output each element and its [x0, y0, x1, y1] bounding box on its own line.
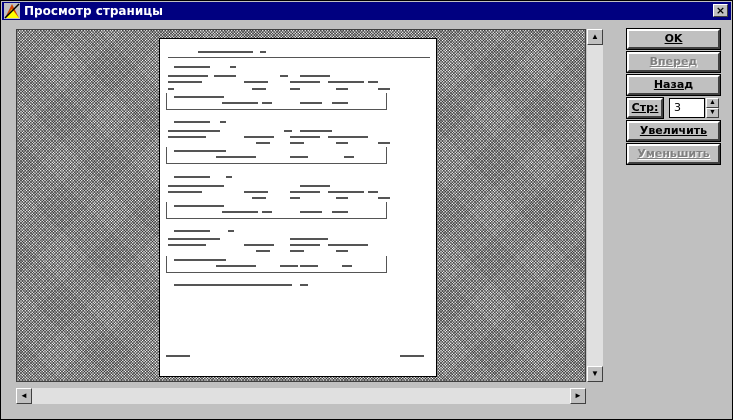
page-label: Стр:: [627, 98, 663, 118]
scroll-left-icon[interactable]: ◄: [16, 388, 32, 404]
page-down-icon[interactable]: ▼: [706, 108, 719, 118]
scroll-right-icon[interactable]: ►: [570, 388, 586, 404]
back-button[interactable]: Назад: [627, 75, 720, 95]
zoom-out-button[interactable]: Уменьшить: [627, 144, 720, 164]
window-title: Просмотр страницы: [24, 4, 163, 18]
page-number-input[interactable]: 3: [669, 98, 705, 118]
page-up-icon[interactable]: ▲: [706, 98, 719, 108]
scroll-down-icon[interactable]: ▼: [587, 366, 603, 382]
page-thumbnail-content: [160, 39, 436, 376]
preview-area[interactable]: [16, 29, 586, 382]
app-icon[interactable]: [4, 3, 20, 19]
forward-button[interactable]: Вперед: [627, 52, 720, 72]
close-button[interactable]: ×: [713, 4, 728, 17]
preview-page: [159, 38, 437, 377]
title-bar[interactable]: [2, 2, 731, 20]
vertical-scrollbar[interactable]: [587, 29, 603, 382]
zoom-in-button[interactable]: Увеличить: [627, 121, 720, 141]
horizontal-scrollbar[interactable]: [16, 388, 586, 404]
scroll-up-icon[interactable]: ▲: [587, 29, 603, 45]
ok-button[interactable]: OK: [627, 29, 720, 49]
